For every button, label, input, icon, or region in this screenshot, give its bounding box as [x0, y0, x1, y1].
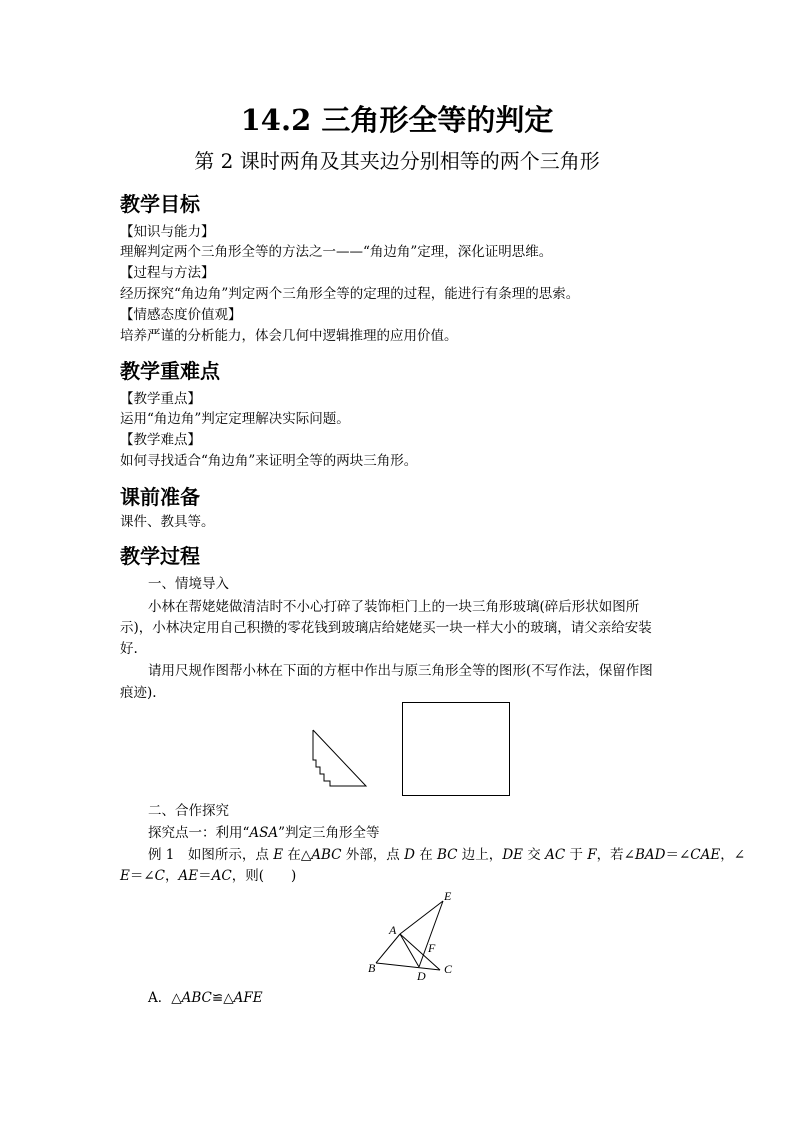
process-text: 经历探究“角边角”判定两个三角形全等的定理的过程，能进行有条理的思索。: [120, 286, 580, 302]
label-e: E: [444, 889, 452, 903]
difficulty-label: 【教学难点】: [120, 432, 201, 448]
page-subtitle: 第 2 课时两角及其夹边分别相等的两个三角形: [194, 149, 600, 173]
task-line1: 请用尺规作图帮小林在下面的方框中作出与原三角形全等的图形(不写作法，保留作图: [148, 663, 653, 679]
task-line2: 痕迹).: [120, 685, 157, 701]
difficulty-text: 如何寻找适合“角边角”来证明全等的两块三角形。: [120, 453, 418, 469]
preparation-heading: 课前准备: [120, 485, 200, 509]
knowledge-text: 理解判定两个三角形全等的方法之一——“角边角”定理，深化证明思维。: [120, 244, 553, 260]
explore-point-1: 探究点一：利用“ASA”判定三角形全等: [148, 825, 380, 841]
preparation-text: 课件、教具等。: [120, 514, 215, 530]
process-label: 【过程与方法】: [120, 265, 215, 281]
label-a: A: [389, 923, 397, 937]
example-1-line1: 例 1 如图所示，点 E 在△ABC 外部，点 D 在 BC 边上，DE 交 AC 于 F，若∠BAD＝∠CAE，∠: [148, 847, 746, 863]
scenario-line3: 好.: [120, 641, 138, 657]
process-heading: 教学过程: [120, 544, 200, 568]
knowledge-label: 【知识与能力】: [120, 224, 215, 240]
page-title: 14.2 三角形全等的判定: [240, 103, 554, 137]
label-d: D: [417, 969, 426, 982]
attitude-text: 培养严谨的分析能力，体会几何中逻辑推理的应用价值。: [120, 328, 458, 344]
triangle-figure: [360, 888, 470, 982]
focus-label: 【教学重点】: [120, 391, 201, 407]
scenario-line1: 小林在帮姥姥做清洁时不小心打碎了装饰柜门上的一块三角形玻璃(碎后形状如图所: [148, 599, 640, 615]
label-f: F: [428, 941, 436, 955]
scenario-line2: 示)，小林决定用自己积攒的零花钱到玻璃店给姥姥买一块一样大小的玻璃，请父亲给安装: [120, 620, 652, 636]
key-points-heading: 教学重难点: [120, 359, 220, 383]
label-c: C: [444, 962, 453, 976]
section1-title: 一、情境导入: [148, 576, 229, 592]
example-1-line2: E＝∠C，AE＝AC，则( ): [120, 868, 297, 884]
label-b: B: [368, 961, 376, 975]
option-a: A．△ABC≌△AFE: [148, 990, 263, 1006]
drawing-box[interactable]: [402, 702, 510, 796]
section2-title: 二、合作探究: [148, 803, 229, 819]
broken-glass-figure: [308, 726, 372, 790]
focus-text: 运用“角边角”判定定理解决实际问题。: [120, 411, 350, 427]
attitude-label: 【情感态度价值观】: [120, 307, 242, 323]
objectives-heading: 教学目标: [120, 192, 200, 216]
